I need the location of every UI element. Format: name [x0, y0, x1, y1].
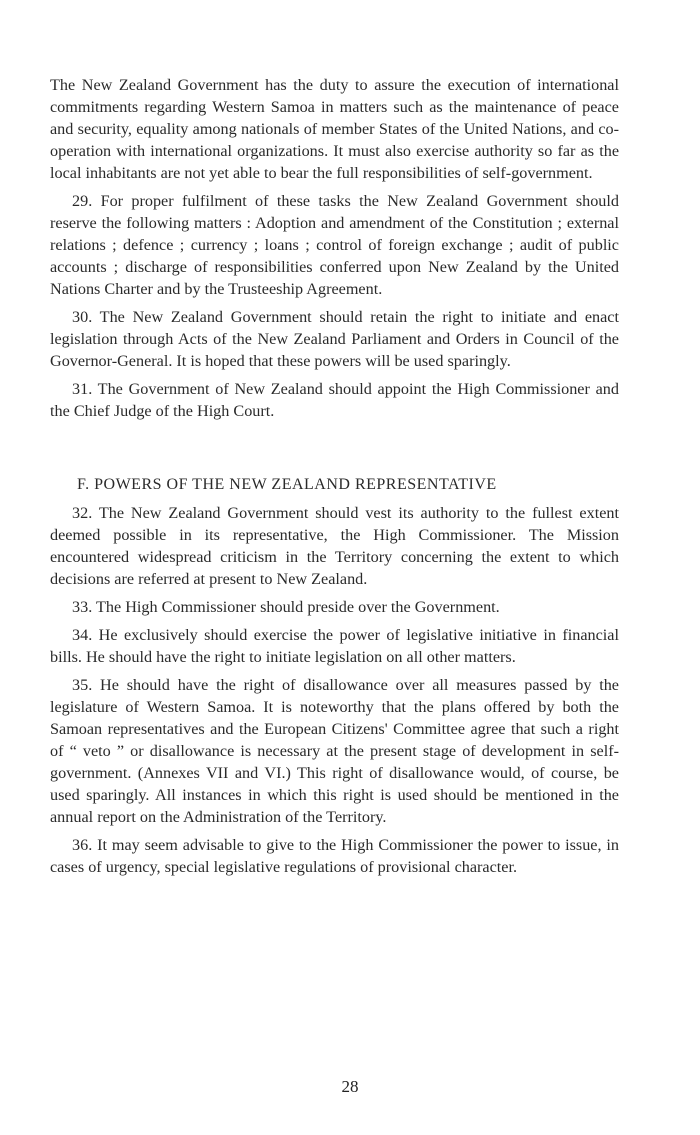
- paragraph-36: 36. It may seem advisable to give to the High Commissioner the power to issue, in cases of urgency, special legislative regulations of provisional character.: [50, 836, 619, 876]
- paragraph-continued: The New Zealand Government has the duty to assure the execution of international commitments regarding Western Samoa in matters such as the maintenance of peace and security, equality among nationals of member States of the United Nations, and co-operation with international organizations. It must also exercise authority so far as the local inhabitants are not yet able to bear the full responsibilities of self-government.: [50, 76, 619, 182]
- paragraph-31: 31. The Government of New Zealand should appoint the High Commissioner and the Chief Judge of the High Court.: [50, 380, 619, 420]
- document-page: [50, 74, 619, 884]
- paragraph-29: 29. For proper fulfilment of these tasks the New Zealand Government should reserve the following matters : Adoption and amendment of the Constitution ; external relations ; defence ; currency ; loans ; control of foreign exchange ; audit of public accounts ; discharge of responsibilities conferred upon New Zealand by the United Nations Charter and by the Trusteeship Agreement.: [50, 192, 619, 298]
- paragraph-30: 30. The New Zealand Government should retain the right to initiate and enact legislation through Acts of the New Zealand Parliament and Orders in Council of the Governor-General. It is hoped that these powers will be used sparingly.: [50, 308, 619, 370]
- section-heading: F. POWERS OF THE NEW ZEALAND REPRESENTATIVE: [77, 476, 497, 493]
- paragraph-32: 32. The New Zealand Government should vest its authority to the fullest extent deemed possible in its representative, the High Commissioner. The Mission encountered widespread criticism in the Territory concerning the extent to which decisions are referred at present to New Zealand.: [50, 504, 619, 588]
- paragraph-35: 35. He should have the right of disallowance over all measures passed by the legislature of Western Samoa. It is noteworthy that the plans offered by both the Samoan representatives and the European Citizens' Committee agree that such a right of “ veto ” or disallowance is necessary at the present stage of development in self-government. (Annexes VII and VI.) This right of disallowance would, of course, be used sparingly. All instances in which this right is used should be mentioned in the annual report on the Administration of the Territory.: [50, 676, 619, 826]
- page-number: 28: [341, 1077, 359, 1096]
- paragraph-33: 33. The High Commissioner should preside over the Government.: [72, 598, 500, 616]
- paragraph-34: 34. He exclusively should exercise the power of legislative initiative in financial bills. He should have the right to initiate legislation on all other matters.: [50, 626, 619, 666]
